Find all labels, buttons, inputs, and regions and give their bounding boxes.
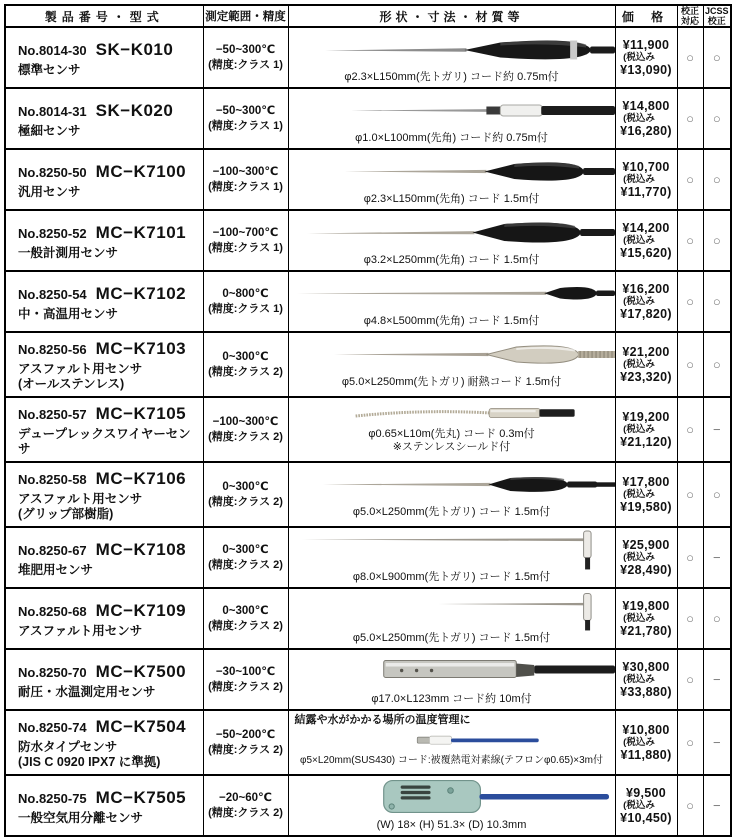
product-name: 一般空気用分離センサ — [18, 810, 144, 825]
sensor-figure — [289, 28, 615, 71]
product-name: 汎用センサ — [18, 184, 81, 199]
product-model: MC−K7504 — [95, 717, 187, 736]
measurement-range: 0~300℃ — [222, 544, 269, 556]
tax-included-label: (税込み — [623, 296, 655, 307]
product-model: MC−K7108 — [95, 539, 187, 559]
tax-included-label: (税込み — [623, 359, 655, 370]
accuracy-class: (精度:クラス 2) — [208, 620, 283, 632]
tax-included-label: (税込み — [623, 424, 655, 435]
product-model: MC−K7505 — [95, 787, 187, 807]
table-row — [5, 332, 731, 397]
dimension-caption: φ8.0×L900mm(先トガリ) コード 1.5m付 — [352, 571, 551, 583]
accuracy-class: (精度:クラス 1) — [208, 303, 283, 315]
accuracy-class: (精度:クラス 2) — [208, 366, 283, 378]
accuracy-class: (精度:クラス 2) — [208, 559, 283, 571]
product-number: No.8250-54 — [18, 286, 87, 302]
product-name: デュープレックスワイヤーセンサ — [18, 427, 191, 456]
product-model: MC−K7106 — [95, 469, 187, 488]
measurement-range: 0~300℃ — [222, 351, 269, 363]
product-number: No.8250-74 — [18, 720, 87, 735]
table-row — [5, 462, 731, 527]
accuracy-class: (精度:クラス 2) — [208, 744, 283, 756]
table-row — [5, 397, 731, 462]
accuracy-class: (精度:クラス 1) — [208, 59, 283, 71]
sensor-figure — [289, 150, 615, 193]
product-name: アスファルト用センサ — [18, 623, 143, 638]
measurement-range: −50~200℃ — [215, 729, 276, 741]
header-product: 製品番号・型式 — [5, 5, 203, 27]
product-name: 中・高温用センサ — [18, 306, 119, 321]
sensor-figure — [289, 398, 615, 428]
tax-included-price: ¥21,120) — [620, 435, 672, 449]
price: ¥14,800 — [622, 99, 670, 113]
jcss-mark: − — [703, 649, 731, 710]
tax-included-price: ¥23,320) — [620, 370, 672, 384]
tax-included-price: ¥16,280) — [620, 124, 672, 138]
tax-included-label: (税込み — [623, 674, 655, 685]
jcss-mark: − — [703, 527, 731, 588]
product-model: MC−K7105 — [95, 404, 187, 423]
dimension-caption: φ17.0×L123mm コード約 10m付 — [371, 693, 532, 705]
product-model: MC−K7100 — [95, 161, 187, 181]
header-calibration: 校正 対応 — [677, 5, 703, 27]
accuracy-class: (精度:クラス 2) — [208, 807, 283, 819]
product-number: No.8250-67 — [18, 542, 87, 558]
calibration-mark: ○ — [677, 710, 703, 775]
product-model: MC−K7109 — [95, 600, 187, 620]
accuracy-class: (精度:クラス 2) — [208, 681, 283, 693]
calibration-mark: ○ — [677, 588, 703, 649]
product-name: 耐圧・水温測定用センサ — [18, 684, 156, 699]
product-number: No.8250-56 — [18, 342, 87, 357]
table-row — [5, 271, 731, 332]
jcss-mark: ○ — [703, 27, 731, 88]
calibration-mark: ○ — [677, 649, 703, 710]
tax-included-price: ¥28,490) — [620, 563, 672, 577]
sensor-figure — [289, 272, 615, 315]
calibration-mark: ○ — [677, 775, 703, 836]
jcss-mark: − — [703, 775, 731, 836]
table-row — [5, 710, 731, 775]
measurement-range: −100~700℃ — [212, 227, 279, 239]
sensor-figure — [289, 211, 615, 254]
accuracy-class: (精度:クラス 1) — [208, 120, 283, 132]
calibration-mark: ○ — [677, 271, 703, 332]
product-model: MC−K7102 — [95, 283, 187, 303]
product-model: MC−K7103 — [95, 339, 187, 358]
price: ¥16,200 — [622, 282, 670, 296]
dimension-caption: φ5.0×L250mm(先トガリ) コード 1.5m付 — [352, 506, 551, 518]
calibration-mark: ○ — [677, 527, 703, 588]
tax-included-label: (税込み — [623, 52, 655, 63]
tax-included-label: (税込み — [623, 174, 655, 185]
product-model: MC−K7101 — [95, 222, 187, 242]
dimension-caption: φ1.0×L100mm(先角) コード約 0.75m付 — [355, 132, 548, 144]
jcss-mark: − — [703, 710, 731, 775]
accuracy-class: (精度:クラス 1) — [208, 242, 283, 254]
calibration-mark: ○ — [677, 397, 703, 462]
price: ¥10,800 — [622, 723, 670, 737]
product-model: MC−K7500 — [95, 661, 187, 681]
table-row — [5, 88, 731, 149]
table-row — [5, 210, 731, 271]
product-number: No.8014-30 — [18, 42, 87, 58]
sensor-figure — [289, 463, 615, 506]
dimension-caption: φ3.2×L250mm(先角) コード 1.5m付 — [363, 254, 540, 266]
product-name-sub: (グリップ部樹脂) — [18, 507, 114, 521]
measurement-range: −100~300℃ — [212, 416, 279, 428]
tax-included-label: (税込み — [623, 613, 655, 624]
accuracy-class: (精度:クラス 1) — [208, 181, 283, 193]
jcss-mark: ○ — [703, 332, 731, 397]
product-name: 一般計測用センサ — [18, 245, 119, 260]
product-name-sub: (オールステンレス) — [18, 377, 125, 391]
sensor-figure — [289, 528, 615, 571]
header-price: 価 格 — [615, 5, 677, 27]
tax-included-price: ¥11,770) — [620, 185, 672, 199]
product-name: 防水タイプセンサ — [18, 740, 118, 754]
header-shape: 形状・寸法・材質等 — [288, 5, 615, 27]
product-name: アスファルト用センサ — [18, 362, 143, 376]
tax-included-label: (税込み — [623, 235, 655, 246]
dimension-caption: φ4.8×L500mm(先角) コード 1.5m付 — [363, 315, 540, 327]
price: ¥21,200 — [622, 345, 670, 359]
product-number: No.8250-68 — [18, 603, 87, 619]
product-name-sub: (JIS C 0920 IPX7 に準拠) — [18, 755, 161, 769]
dimension-caption: φ5.0×L250mm(先トガリ) コード 1.5m付 — [352, 632, 551, 644]
product-name: アスファルト用センサ — [18, 492, 143, 506]
measurement-range: 0~800℃ — [222, 288, 269, 300]
product-number: No.8250-50 — [18, 164, 87, 180]
dimension-caption: φ5×L20mm(SUS430) コード:被覆熱電対素線(テフロンφ0.65)×3m付 — [299, 755, 604, 766]
jcss-mark: ○ — [703, 588, 731, 649]
jcss-mark: − — [703, 397, 731, 462]
product-number: No.8250-58 — [18, 472, 87, 487]
tax-included-price: ¥15,620) — [620, 246, 672, 260]
price: ¥17,800 — [622, 475, 670, 489]
table-row — [5, 527, 731, 588]
tax-included-label: (税込み — [623, 113, 655, 124]
header-range: 測定範囲・精度 — [203, 5, 288, 27]
product-name: 極細センサ — [18, 123, 81, 138]
table-row — [5, 27, 731, 88]
usage-note: 結露や水がかかる場所の温度管理に — [294, 714, 471, 726]
product-model: SK−K020 — [95, 100, 174, 120]
dimension-caption: φ0.65×L10m(先丸) コード 0.3m付 — [368, 428, 535, 440]
tax-included-price: ¥10,450) — [620, 811, 672, 825]
tax-included-label: (税込み — [623, 552, 655, 563]
accuracy-class: (精度:クラス 2) — [208, 431, 283, 443]
product-table — [4, 4, 732, 837]
price: ¥10,700 — [622, 160, 670, 174]
jcss-mark: ○ — [703, 210, 731, 271]
sensor-figure — [289, 727, 615, 754]
measurement-range: −20~60℃ — [219, 792, 272, 804]
product-number: No.8014-31 — [18, 103, 87, 119]
tax-included-price: ¥19,580) — [620, 500, 672, 514]
price: ¥9,500 — [625, 786, 667, 800]
measurement-range: −100~300℃ — [212, 166, 279, 178]
calibration-mark: ○ — [677, 332, 703, 397]
table-body — [5, 27, 731, 836]
price: ¥14,200 — [622, 221, 670, 235]
accuracy-class: (精度:クラス 2) — [208, 496, 283, 508]
calibration-mark: ○ — [677, 210, 703, 271]
header-jcss: JCSS 校正 — [703, 5, 731, 27]
table-row — [5, 588, 731, 649]
jcss-mark: ○ — [703, 462, 731, 527]
product-number: No.8250-57 — [18, 407, 87, 422]
measurement-range: 0~300℃ — [222, 605, 269, 617]
dimension-caption: φ2.3×L150mm(先角) コード 1.5m付 — [363, 193, 540, 205]
product-name: 堆肥用センサ — [18, 562, 94, 577]
jcss-mark: ○ — [703, 149, 731, 210]
tax-included-price: ¥17,820) — [620, 307, 672, 321]
price: ¥11,900 — [622, 38, 670, 52]
tax-included-label: (税込み — [623, 800, 655, 811]
product-number: No.8250-75 — [18, 790, 87, 806]
calibration-mark: ○ — [677, 149, 703, 210]
measurement-range: −50~300℃ — [215, 105, 276, 117]
jcss-mark: ○ — [703, 271, 731, 332]
dimension-caption: (W) 18× (H) 51.3× (D) 10.3mm — [376, 819, 527, 831]
product-model: SK−K010 — [95, 39, 174, 59]
dimension-caption-2: ※ステンレスシールド付 — [392, 441, 511, 453]
sensor-catalog-page — [0, 4, 734, 831]
table-row — [5, 775, 731, 836]
measurement-range: 0~300℃ — [222, 481, 269, 493]
measurement-range: −50~300℃ — [215, 44, 276, 56]
dimension-caption: φ2.3×L150mm(先トガリ) コード約 0.75m付 — [344, 71, 559, 83]
tax-included-price: ¥21,780) — [620, 624, 672, 638]
tax-included-price: ¥33,880) — [620, 685, 672, 699]
tax-included-label: (税込み — [623, 737, 655, 748]
calibration-mark: ○ — [677, 88, 703, 149]
price: ¥30,800 — [622, 660, 670, 674]
calibration-mark: ○ — [677, 27, 703, 88]
tax-included-price: ¥11,880) — [620, 748, 672, 762]
jcss-mark: ○ — [703, 88, 731, 149]
tax-included-label: (税込み — [623, 489, 655, 500]
dimension-caption: φ5.0×L250mm(先トガリ) 耐熱コード 1.5m付 — [341, 376, 562, 388]
price: ¥19,200 — [622, 410, 670, 424]
product-number: No.8250-70 — [18, 664, 87, 680]
table-row — [5, 149, 731, 210]
table-row — [5, 649, 731, 710]
tax-included-price: ¥13,090) — [620, 63, 672, 77]
product-name: 標準センサ — [18, 62, 81, 77]
price: ¥25,900 — [622, 538, 670, 552]
sensor-figure — [289, 89, 615, 132]
calibration-mark: ○ — [677, 462, 703, 527]
product-number: No.8250-52 — [18, 225, 87, 241]
sensor-figure — [289, 333, 615, 376]
sensor-figure — [289, 776, 615, 819]
table-header-row — [5, 5, 731, 27]
sensor-figure — [289, 589, 615, 632]
price: ¥19,800 — [622, 599, 670, 613]
sensor-figure — [289, 650, 615, 693]
measurement-range: −30~100℃ — [215, 666, 276, 678]
